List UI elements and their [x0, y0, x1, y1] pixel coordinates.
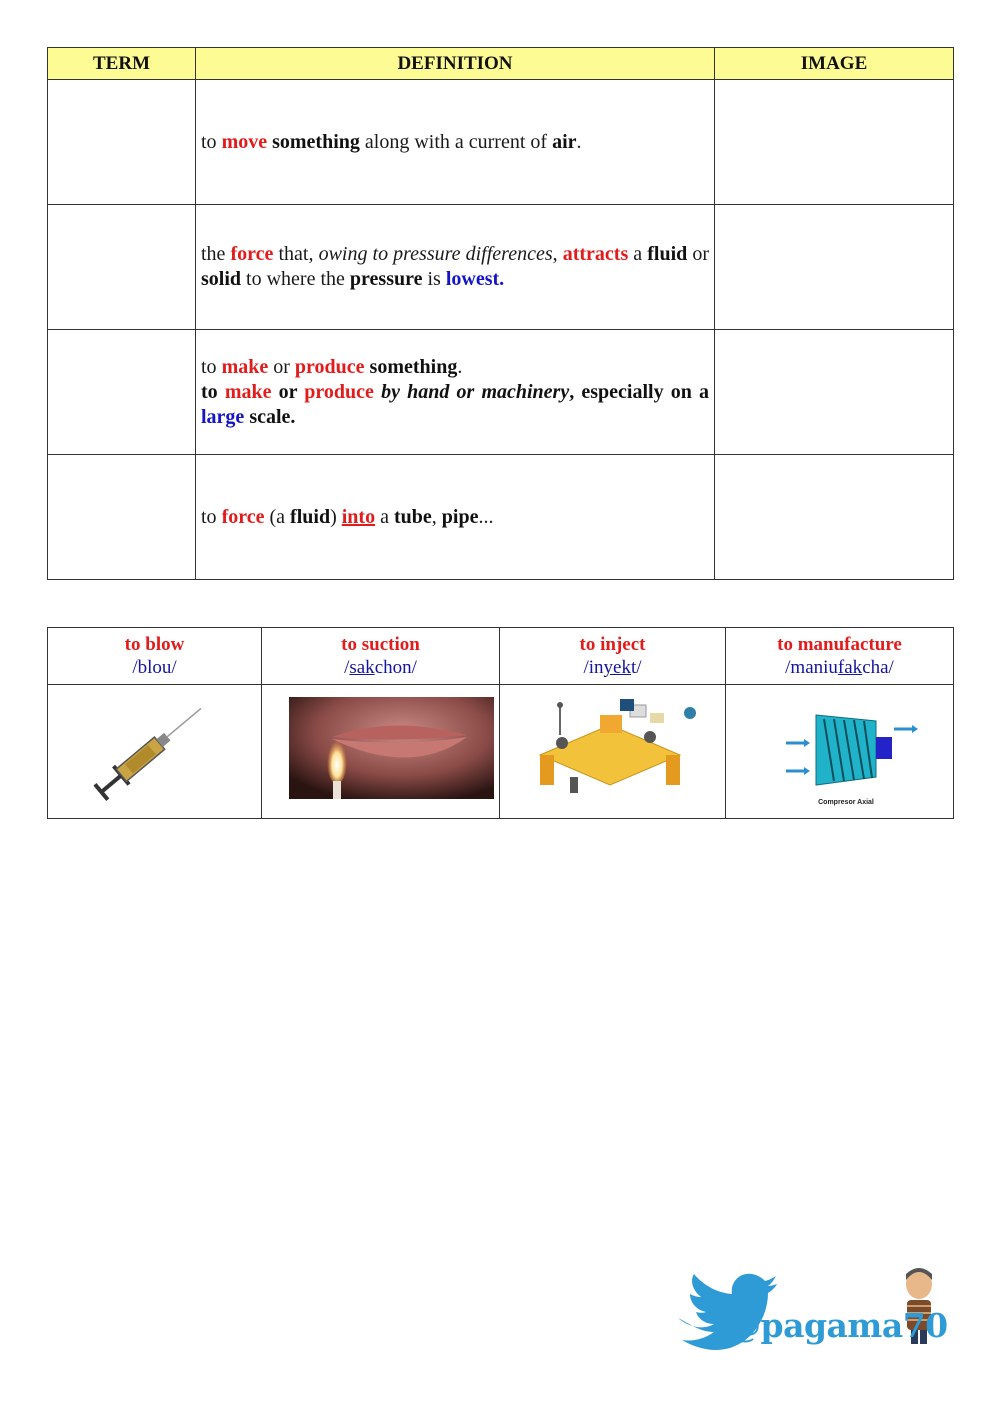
keyword: fluid	[290, 505, 331, 528]
image-cell-blank[interactable]	[715, 80, 954, 205]
phonetic-stress: yek	[603, 657, 631, 678]
keyword: pipe	[441, 505, 479, 528]
text: to	[201, 355, 222, 378]
candle-lips-image	[262, 685, 500, 813]
text: ,	[552, 243, 563, 265]
phonetic-text: /maniu	[785, 657, 838, 678]
phonetic	[501, 656, 724, 679]
phonetic-stress: sak	[349, 657, 375, 678]
keyword: large	[201, 405, 245, 428]
keyword: into	[341, 505, 376, 528]
phonetic-text: /	[344, 657, 350, 678]
keyword: force	[230, 243, 274, 265]
term-cell-blank[interactable]	[48, 205, 196, 330]
keyword: force	[221, 505, 265, 528]
phonetic	[263, 656, 498, 679]
term-cell-blank[interactable]	[48, 330, 196, 455]
word-card[interactable]	[500, 628, 726, 685]
word-bank-table	[47, 627, 954, 819]
word-bank-row	[48, 628, 954, 685]
keyword: something	[369, 355, 458, 378]
term-cell-blank[interactable]	[48, 80, 196, 205]
word-card[interactable]	[48, 628, 262, 685]
table-row	[48, 455, 954, 580]
keyword: attracts	[562, 243, 629, 265]
caption: Compresor Axial	[818, 799, 874, 806]
definition-cell	[196, 80, 715, 205]
keyword: produce	[304, 380, 374, 403]
factory-line-image	[500, 685, 726, 813]
table-header-row	[48, 48, 954, 80]
phonetic-text: cha/	[862, 657, 894, 678]
word-card[interactable]	[726, 628, 954, 685]
phonetic-text: t/	[630, 657, 642, 678]
text: to where the	[241, 268, 350, 290]
header-term: TERM	[48, 48, 196, 80]
keyword: produce	[294, 355, 365, 378]
definition-cell	[196, 455, 715, 580]
definition-line	[201, 355, 709, 380]
italic-text: owing to pressure differences	[318, 243, 553, 265]
definition-line	[201, 380, 709, 430]
header-image: IMAGE	[715, 48, 954, 80]
image-cell-blank[interactable]	[715, 330, 954, 455]
word-label: to inject	[579, 634, 646, 655]
text: that,	[273, 243, 319, 265]
text: ,	[431, 505, 442, 528]
table-row	[48, 205, 954, 330]
text: a	[628, 243, 648, 265]
italic-text: by hand or machinery	[381, 380, 570, 403]
keyword: fluid	[647, 243, 688, 265]
table-row	[48, 80, 954, 205]
image-card[interactable]	[726, 685, 954, 819]
table-row	[48, 330, 954, 455]
text: to	[201, 505, 222, 528]
word-label: to suction	[341, 634, 420, 655]
text: along with a current of	[359, 130, 553, 153]
text: ...	[478, 505, 494, 528]
text: to	[201, 130, 222, 153]
word-label: to manufacture	[777, 634, 902, 655]
keyword: something	[272, 130, 360, 153]
text: a	[375, 505, 394, 528]
keyword: air	[552, 130, 577, 153]
phonetic	[49, 656, 260, 679]
definition-cell	[196, 205, 715, 330]
keyword: make	[224, 380, 272, 403]
header-definition: DEFINITION	[196, 48, 715, 80]
text: .	[457, 355, 463, 378]
keyword: make	[221, 355, 269, 378]
keyword: solid	[201, 268, 242, 290]
image-card[interactable]	[500, 685, 726, 819]
phonetic-stress: fak	[837, 657, 863, 678]
text: to	[201, 380, 225, 403]
image-cell-blank[interactable]	[715, 455, 954, 580]
text: .	[576, 130, 582, 153]
word-label: to blow	[124, 634, 185, 655]
text: or	[271, 380, 305, 403]
phonetic-text: /in	[583, 657, 604, 678]
keyword: lowest	[445, 268, 500, 290]
definition-cell	[196, 330, 715, 455]
image-cell-blank[interactable]	[715, 205, 954, 330]
axial-compressor-image	[726, 685, 954, 813]
text: .	[499, 268, 505, 290]
text: the	[201, 243, 231, 265]
text: , especially on a	[569, 380, 709, 403]
phonetic-text: chon/	[374, 657, 417, 678]
phonetic-text: /blou/	[132, 657, 177, 678]
text: is	[422, 268, 446, 290]
text: or	[687, 243, 710, 265]
term-cell-blank[interactable]	[48, 455, 196, 580]
image-bank-row	[48, 685, 954, 819]
syringe-image	[48, 685, 262, 813]
text: or	[268, 355, 295, 378]
keyword: tube	[393, 505, 432, 528]
terms-table	[47, 47, 954, 580]
image-card[interactable]	[48, 685, 262, 819]
text: )	[330, 505, 342, 528]
phonetic	[727, 656, 952, 679]
twitter-handle[interactable]: @pagama70	[728, 1306, 948, 1345]
text: (a	[264, 505, 291, 528]
keyword: pressure	[349, 268, 423, 290]
image-card[interactable]	[262, 685, 500, 819]
text: scale.	[244, 405, 296, 428]
keyword: move	[221, 130, 268, 153]
word-card[interactable]	[262, 628, 500, 685]
